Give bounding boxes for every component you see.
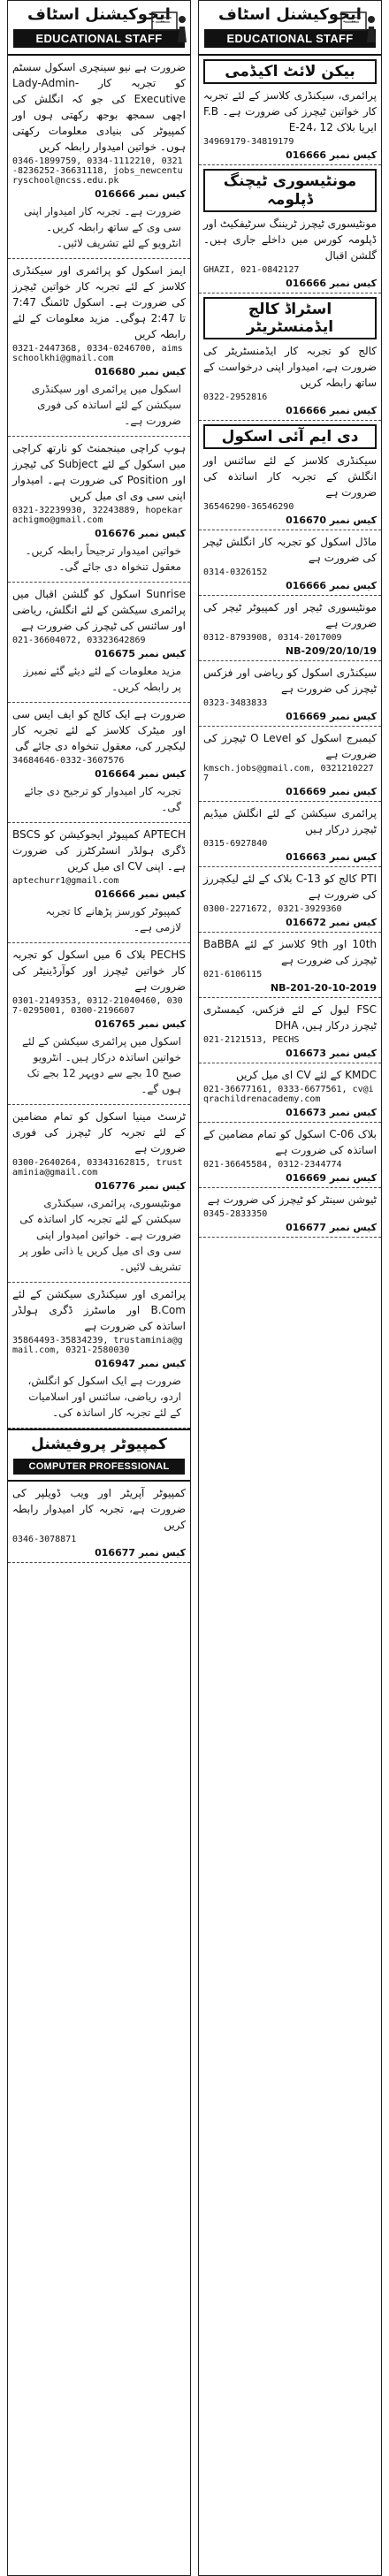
ad-title: بیکن لائٹ اکیڈمی (203, 59, 377, 84)
classified-ad (8, 703, 190, 823)
ad-body: خواتین امیدوار ترجیحاً رابطہ کریں۔ معقول تنخواہ دی جائے گی۔ (25, 545, 181, 573)
ad-case-number: NB-209/20/10/19 (285, 645, 377, 657)
right-header-urdu: ایجوکیشنل اسٹاف (218, 5, 362, 24)
classified-ad (199, 933, 381, 998)
classified-ad (199, 165, 381, 293)
classified-ad (199, 293, 381, 421)
computer-professional-header (8, 1429, 190, 1482)
ad-text: کیمبرج اسکول کو O Level ٹیچرز کی ضرورت ہے (203, 732, 378, 760)
ad-text: ٹرسٹ مینیا اسکول کو تمام مضامین کے لئے تجربہ کار ٹیچرز کی فوری ضرورت ہے (12, 1110, 186, 1155)
ad-case-number: کیس نمبر 016669 (286, 786, 377, 797)
right-column (198, 0, 382, 2576)
ad-text: کالج کو تجربہ کار ایڈمنسٹریٹر کی ضرورت ہے، امیدوار اپنی درخواست کے ساتھ رابطہ کریں (203, 345, 377, 389)
ad-case-number: NB-201-20-10-2019 (270, 982, 377, 994)
ad-text: مونٹیسوری ٹیچرز ٹریننگ سرٹیفکیٹ اور ڈپلومہ کورس میں داخلے جاری ہیں۔ گلشن اقبال (203, 217, 377, 262)
ad-case-number: کیس نمبر 016676 (95, 528, 186, 539)
ad-text: پرائمری، سیکنڈری کلاسز کے لئے تجربہ کار خواتین ٹیچرز کی ضرورت ہے۔ F.B ایریا بلاک E-24، 12 (203, 89, 377, 133)
ad-case-number: کیس نمبر 016947 (95, 1358, 186, 1369)
ad-contact: 35864493-35834239, trustaminia@gmail.com, 0321-2580030 (12, 1336, 183, 1355)
ad-title: دی ایم آئی اسکول (203, 424, 377, 449)
left-header-urdu: ایجوکیشنل اسٹاف (27, 5, 171, 24)
ad-contact: 0315-6927840 (203, 839, 268, 849)
ad-text: APTECH کمپیوٹر ایجوکیشن کو BSCS ڈگری ہولڈر انسٹرکٹرز کی ضرورت ہے۔ اپنی CV ای میل کریں (12, 828, 186, 873)
ad-text: سیکنڈری کلاسز کے لئے سائنس اور انگلش کے تجربہ کار اساتذہ کی ضرورت ہے (203, 454, 377, 499)
ad-body: کمپیوٹر کورسز پڑھانے کا تجربہ لازمی ہے۔ (45, 905, 181, 934)
ad-contact: 021-36604072, 03323642869 (12, 636, 146, 645)
ad-body: تجربہ کار امیدوار کو ترجیح دی جائے گی۔ (24, 785, 181, 813)
ad-title: اسٹراڈ کالج ایڈمنسٹریٹر (203, 297, 377, 339)
left-header-english: EDUCATIONAL STAFF (13, 29, 185, 48)
ad-text: ٹیوشن سینٹر کو ٹیچرز کی ضرورت ہے (207, 1193, 377, 1206)
classified-ad (199, 1188, 381, 1238)
ad-title: مونٹیسوری ٹیچنگ ڈپلومہ (203, 169, 377, 212)
ad-case-number: کیس نمبر 016666 (95, 888, 186, 900)
ad-case-number: کیس نمبر 016666 (286, 278, 377, 289)
classified-ad (199, 998, 381, 1063)
ad-text: FSC لیول کے لئے فزکس، کیمسٹری ٹیچرز درکار ہیں، DHA (203, 1003, 377, 1032)
ad-case-number: کیس نمبر 016669 (286, 711, 377, 722)
classified-ad (199, 727, 381, 802)
ad-case-number: کیس نمبر 016677 (286, 1222, 377, 1233)
teacher-logo-icon (339, 9, 378, 44)
classified-ad (199, 802, 381, 867)
classified-ad (199, 421, 381, 530)
classified-ad (199, 530, 381, 596)
ad-case-number: کیس نمبر 016765 (95, 1018, 186, 1030)
ad-case-number: کیس نمبر 016669 (286, 1172, 377, 1184)
ad-contact: 0321-32239930, 32243889, hopekarachigmo@gmail.com (12, 506, 183, 525)
classified-ad (8, 1283, 190, 1429)
ad-case-number: کیس نمبر 016675 (95, 648, 186, 659)
ad-contact: 0322-2952816 (203, 392, 268, 402)
ad-body: اسکول میں پرائمری سیکشن کے لئے خواتین اساتذہ درکار ہیں۔ انٹرویو صبح 10 بجے سے دوپہر 12 بجے تک ہوں گے۔ (22, 1035, 181, 1095)
ad-case-number: کیس نمبر 016666 (286, 405, 377, 416)
classified-ad (8, 1482, 190, 1563)
classified-ad (199, 1063, 381, 1123)
ad-body: ضرورت ہے ایک اسکول کو انگلش، اردو، ریاضی، سائنس اور اسلامیات کے لئے تجربہ کار اساتذہ کی۔ (27, 1375, 181, 1419)
right-header-english: EDUCATIONAL STAFF (204, 29, 376, 48)
ad-text: مونٹیسوری ٹیچر اور کمپیوٹر ٹیچر کی ضرورت ہے (203, 601, 377, 629)
ad-contact: 0300-2640264, 03343162815, trustaminia@gmail.com (12, 1158, 183, 1177)
ad-text: KMDC کے لئے CV ای میل کریں (235, 1069, 377, 1081)
ad-text: 10th اور 9th کلاسز کے لئے BaBBA ٹیچرز کی ضرورت ہے (203, 938, 378, 966)
ad-contact: 0300-2271672, 0321-3929360 (203, 904, 342, 914)
ad-body: مونٹیسوری، پرائمری، سیکنڈری سیکشن کے لئے تجربہ کار اساتذہ کی ضرورت ہے۔ خواتین امیدوار اپنی سی وی ای میل کریں یا ذاتی طور پر تشریف لائیں۔ (19, 1197, 181, 1273)
classified-ad (8, 56, 190, 259)
ad-case-number: کیس نمبر 016672 (286, 917, 377, 928)
sub-header-english: COMPUTER PROFESSIONAL (13, 1459, 185, 1475)
ad-text: بلاک C-06 اسکول کو تمام مضامین کے اساتذہ کی ضرورت ہے (203, 1128, 378, 1156)
ad-case-number: کیس نمبر 016680 (95, 366, 186, 377)
classified-ad (199, 867, 381, 933)
ad-contact: 0321-2447368, 0334-0246700, aimsschoolkhi@gmail.com (12, 344, 183, 363)
classified-ad (8, 437, 190, 583)
ad-contact: 0314-0326152 (203, 568, 268, 577)
ad-contact: 0346-3078871 (12, 1535, 77, 1544)
ad-contact: 021-6106115 (203, 970, 263, 979)
ad-text: سیکنڈری اسکول کو ریاضی اور فزکس ٹیچرز کی ضرورت ہے (203, 667, 377, 695)
ad-contact: 34684646-0332-3607576 (12, 756, 125, 766)
ad-text: ضرورت ہے ایک کالج کو ایف ایس سی اور میٹرک کلاسز کے لئے تجربہ کار لیکچرر کی، معقول تنخواہ دی جائے گی (12, 708, 186, 752)
classified-ad (8, 823, 190, 943)
ad-case-number: کیس نمبر 016670 (286, 514, 377, 526)
ad-case-number: کیس نمبر 016677 (95, 1547, 186, 1559)
classified-ad (199, 1123, 381, 1188)
ad-contact: 0345-2833350 (203, 1209, 268, 1219)
ad-text: پرائمری سیکشن کے لئے انگلش میڈیم ٹیچرز درکار ہیں (203, 807, 377, 835)
ad-case-number: کیس نمبر 016663 (286, 851, 377, 863)
ad-contact: 0301-2149353, 0312-21040460, 0307-0295001, 0300-2196607 (12, 996, 183, 1016)
ad-text: ایمز اسکول کو پرائمری اور سیکنڈری کلاسز کے لئے تجربہ کار خواتین ٹیچرز کی ضرورت ہے۔ اسکول ٹائمنگ 7:47 تا 2:47 ہوگی۔ مزید معلومات کے لئے رابطہ کریں (12, 264, 187, 340)
classified-ad (199, 56, 381, 165)
ad-contact: 021-36677161, 0333-6677561, cv@iqrachildrenacademy.com (203, 1085, 374, 1104)
ad-case-number: کیس نمبر 016673 (286, 1107, 377, 1118)
ad-body: اسکول میں پرائمری اور سیکنڈری سیکشن کے لئے اساتذہ کی فوری ضرورت ہے۔ (31, 383, 181, 427)
ad-text: Sunrise اسکول کو گلشن اقبال میں پرائمری سیکشن کے لئے انگلش، ریاضی اور سائنس کی ٹیچرز کی ضرورت ہے (12, 588, 186, 632)
ad-text: کمپیوٹر آپریٹر اور ویب ڈویلپر کی ضرورت ہے، تجربہ کار امیدوار رابطہ کریں (12, 1487, 186, 1531)
classified-ad (8, 583, 190, 703)
sub-header-urdu: کمپیوٹر پروفیشنل (31, 1436, 167, 1453)
classified-ad (199, 661, 381, 727)
ad-case-number: کیس نمبر 016666 (286, 149, 377, 161)
ad-body: مزید معلومات کے لئے دیئے گئے نمبرز پر رابطہ کریں۔ (23, 665, 181, 693)
teacher-logo-icon (150, 9, 189, 44)
classified-ad (199, 596, 381, 661)
ad-case-number: کیس نمبر 016664 (95, 768, 186, 780)
ad-text: ضرورت ہے نیو سینچری اسکول سسٹم کو تجربہ کار Lady-Admin-Executive کی جو کہ انگلش کی اچھی سمجھ بوجھ رکھتی ہوں اور کمپیوٹر کی بنیادی معلومات رکھتی ہوں۔ خواتین امیدوار رابطہ کریں (12, 61, 186, 153)
ad-contact: 34969179-34819179 (203, 137, 294, 147)
ad-case-number: کیس نمبر 016666 (95, 188, 186, 200)
ad-text: PTI کالج کو C-13 بلاک کے لئے لیکچررز کی ضرورت ہے (203, 873, 377, 901)
ad-contact: kmsch.jobs@gmail.com, 03212102277 (203, 764, 374, 783)
ad-body: ضرورت ہے۔ تجربہ کار امیدوار اپنی سی وی کے ساتھ رابطہ کریں۔ انٹرویو کے لئے تشریف لائیں۔ (23, 205, 181, 249)
ad-contact: 021-36645584, 0312-2344774 (203, 1160, 342, 1170)
classified-ad (8, 943, 190, 1105)
ad-text: ہوپ کراچی مینجمنٹ کو نارتھ کراچی میں اسکول کے لئے Subject کی ٹیچرز اور Position کی ضرورت ہے۔ امیدوار اپنی سی وی ای میل کریں (12, 442, 187, 502)
ad-contact: 36546290-36546290 (203, 502, 294, 512)
ad-case-number: کیس نمبر 016776 (95, 1180, 186, 1192)
ad-case-number: کیس نمبر 016666 (286, 580, 377, 591)
ad-contact: 0323-3483833 (203, 698, 268, 708)
ad-contact: GHAZI, 021-0842127 (203, 265, 300, 275)
ad-contact: 0346-1899759, 0334-1112210, 0321-8236252-36631118, jobs_newcenturyschool@ncss.edu.pk (12, 156, 183, 186)
ad-text: PECHS بلاک 6 میں اسکول کو تجربہ کار خواتین ٹیچرز اور کوآرڈینیٹر کی ضرورت ہے (12, 949, 186, 993)
left-column (7, 0, 191, 2576)
ad-case-number: کیس نمبر 016673 (286, 1048, 377, 1059)
ad-contact: 021-2121513, PECHS (203, 1035, 300, 1045)
classified-ad (8, 1105, 190, 1283)
ad-contact: aptechurr1@gmail.com (12, 876, 119, 886)
ad-text: ماڈل اسکول کو تجربہ کار انگلش ٹیچر کی ضرورت ہے (203, 536, 377, 564)
ad-contact: 0312-8793908, 0314-2017009 (203, 633, 342, 643)
classified-ad (8, 259, 190, 437)
ad-text: پرائمری اور سیکنڈری سیکشن کے لئے B.Com اور ماسٹرز ڈگری ہولڈر اساتذہ کی ضرورت ہے (12, 1288, 186, 1332)
